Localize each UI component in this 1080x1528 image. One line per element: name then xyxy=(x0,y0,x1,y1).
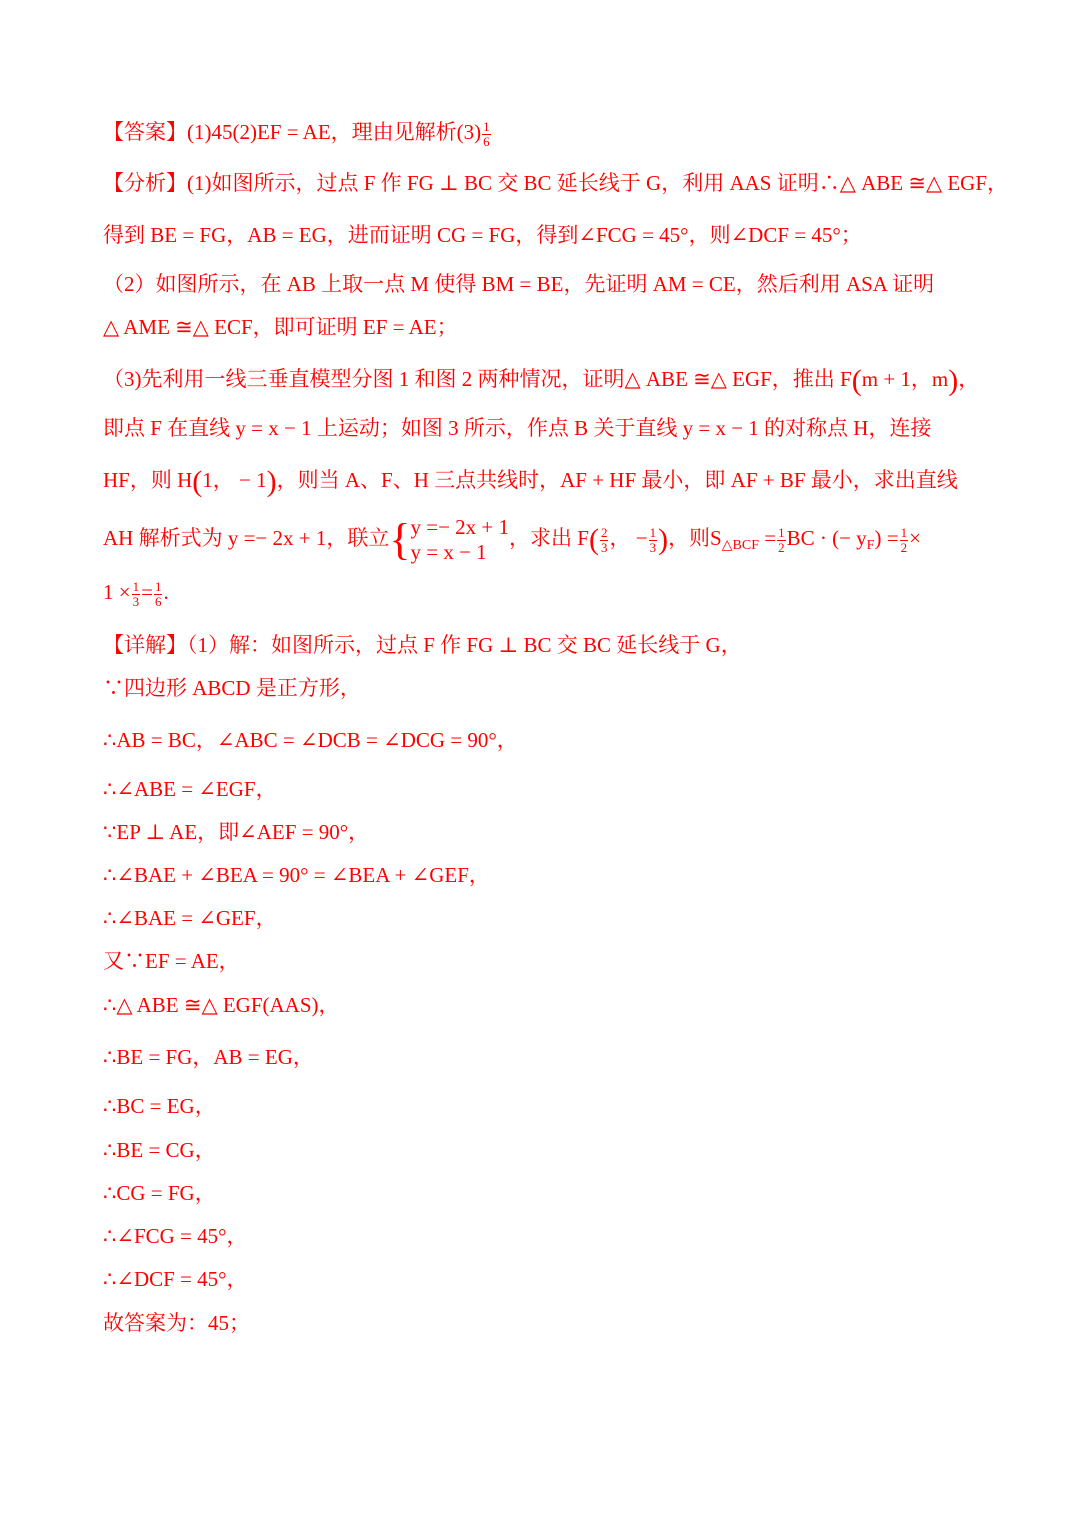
left-paren: ( xyxy=(588,523,599,556)
answer-label: 【答案】 xyxy=(103,120,187,144)
fraction-numerator: 1 xyxy=(778,524,785,540)
equation-2: y = x − 1 xyxy=(410,540,487,564)
analysis-text-9a: 1 × xyxy=(103,580,131,604)
detail-line: ∴∠BAE + ∠BEA = 90° = ∠BEA + ∠GEF， xyxy=(103,863,490,887)
analysis-line-3: （2）如图所示，在 AB 上取一点 M 使得 BM = BE，先证明 AM = CE，然后利用 ASA 证明 xyxy=(103,272,935,296)
fraction xyxy=(132,580,141,609)
detail-line: ∴∠ABE = ∠EGF， xyxy=(103,777,277,801)
detail-line: 又∵EF = AE， xyxy=(103,949,240,973)
detail-line: ∴AB = BC，∠ABC = ∠DCB = ∠DCG = 90°， xyxy=(103,728,518,752)
analysis-text-7c: ，则当 A、F、H 三点共线时，AF + HF 最小，即 AF + BF 最小，求出直线 xyxy=(276,468,958,492)
analysis-text-8e: = xyxy=(758,525,777,550)
fraction-numerator: 1 xyxy=(132,578,140,594)
fraction-denominator: 2 xyxy=(900,539,908,555)
detail-line: ∴∠BAE = ∠GEF， xyxy=(103,906,277,930)
analysis-line-5 xyxy=(103,364,980,396)
detail-label: 【详解】 xyxy=(103,633,187,657)
analysis-text-8a: AH 解析式为 y =− 2x + 1，联立 xyxy=(103,525,390,550)
fraction xyxy=(777,526,786,555)
point-f-coords: m + 1，m xyxy=(861,367,949,391)
analysis-text-8b: ，求出 F xyxy=(509,525,589,550)
fraction-numerator: 1 xyxy=(483,118,490,134)
detail-line: 故答案为：45； xyxy=(103,1311,250,1335)
fraction xyxy=(154,580,163,609)
analysis-text-1: (1)如图所示，过点 F 作 FG ⊥ BC 交 BC 延长线于 G，利用 AAS 证明∴△ ABE ≅△ EGF， xyxy=(187,171,1009,195)
detail-line: ∴CG = FG， xyxy=(103,1181,216,1205)
right-paren: ) xyxy=(266,465,277,499)
analysis-text-9b: = xyxy=(141,580,153,604)
analysis-text-5c: ， xyxy=(958,367,980,391)
point-h-coords: 1， − 1 xyxy=(202,468,267,492)
analysis-line-1 xyxy=(103,168,1009,198)
analysis-line-6: 即点 F 在直线 y = x − 1 上运动；如图 3 所示，作点 B 关于直线 y = x − 1 的对称点 H，连接 xyxy=(103,416,932,440)
fraction xyxy=(600,526,609,555)
equation-1: y =− 2x + 1 xyxy=(410,515,510,539)
analysis-line-2: 得到 BE = FG，AB = EG，进而证明 CG = FG，得到∠FCG = 45°，则∠DCF = 45°； xyxy=(103,223,862,247)
analysis-text-5a: （3)先利用一线三垂直模型分图 1 和图 2 两种情况，证明△ ABE ≅△ EGF，推出 F xyxy=(103,367,852,391)
detail-line: ∴BE = FG，AB = EG， xyxy=(103,1045,314,1069)
fraction-denominator: 3 xyxy=(132,593,140,609)
analysis-line-9 xyxy=(103,577,980,609)
fraction-numerator: 1 xyxy=(649,524,657,540)
detail-line: ∴BE = CG， xyxy=(103,1138,216,1162)
yf-subscript: F xyxy=(866,537,875,553)
area-subscript: △BCF xyxy=(721,537,759,553)
analysis-text-8d: ，则S xyxy=(668,525,722,550)
detail-line: ∴△ ABE ≅△ EGF(AAS)， xyxy=(103,993,340,1017)
fraction-numerator: 1 xyxy=(900,524,908,540)
left-paren: ( xyxy=(851,364,862,398)
answer-text: (1)45(2)EF = AE，理由见解析(3) xyxy=(187,120,482,144)
analysis-text-8g: ) = xyxy=(874,525,899,550)
detail-text-1: （1）解：如图所示，过点 F 作 FG ⊥ BC 交 BC 延长线于 G， xyxy=(187,633,742,657)
fraction-denominator: 6 xyxy=(154,593,162,609)
detail-line-1 xyxy=(103,630,980,660)
fraction-numerator: 2 xyxy=(600,524,608,540)
fraction-denominator: 2 xyxy=(778,539,785,555)
detail-line: ∴BC = EG， xyxy=(103,1094,216,1118)
analysis-label: 【分析】 xyxy=(103,171,187,195)
equation-system xyxy=(411,515,510,565)
answer-line xyxy=(103,117,980,149)
analysis-text-8c: ， − xyxy=(609,525,648,550)
fraction xyxy=(900,526,909,555)
brace-symbol: { xyxy=(389,515,411,564)
detail-line: ∴∠FCG = 45°， xyxy=(103,1224,248,1248)
detail-line: ∴∠DCF = 45°， xyxy=(103,1267,248,1291)
fraction-denominator: 6 xyxy=(483,133,490,149)
fraction xyxy=(649,526,658,555)
analysis-line-7 xyxy=(103,465,980,497)
detail-line: ∵EP ⊥ AE，即∠AEF = 90°， xyxy=(103,820,370,844)
analysis-line-4: △ AME ≅△ ECF，即可证明 EF = AE； xyxy=(103,315,458,339)
right-paren: ) xyxy=(948,364,959,398)
analysis-text-7a: HF，则 H xyxy=(103,468,193,492)
fraction-numerator: 1 xyxy=(154,578,162,594)
right-paren: ) xyxy=(658,523,669,556)
fraction-denominator: 3 xyxy=(600,539,608,555)
detail-line: ∵四边形 ABCD 是正方形， xyxy=(103,676,361,700)
left-paren: ( xyxy=(192,465,203,499)
analysis-text-9c: . xyxy=(163,580,169,604)
analysis-line-8 xyxy=(103,515,980,565)
answer-fraction xyxy=(482,120,491,149)
analysis-text-8h: × xyxy=(909,525,921,550)
fraction-denominator: 3 xyxy=(649,539,657,555)
analysis-text-8f: BC · (− y xyxy=(786,525,867,550)
